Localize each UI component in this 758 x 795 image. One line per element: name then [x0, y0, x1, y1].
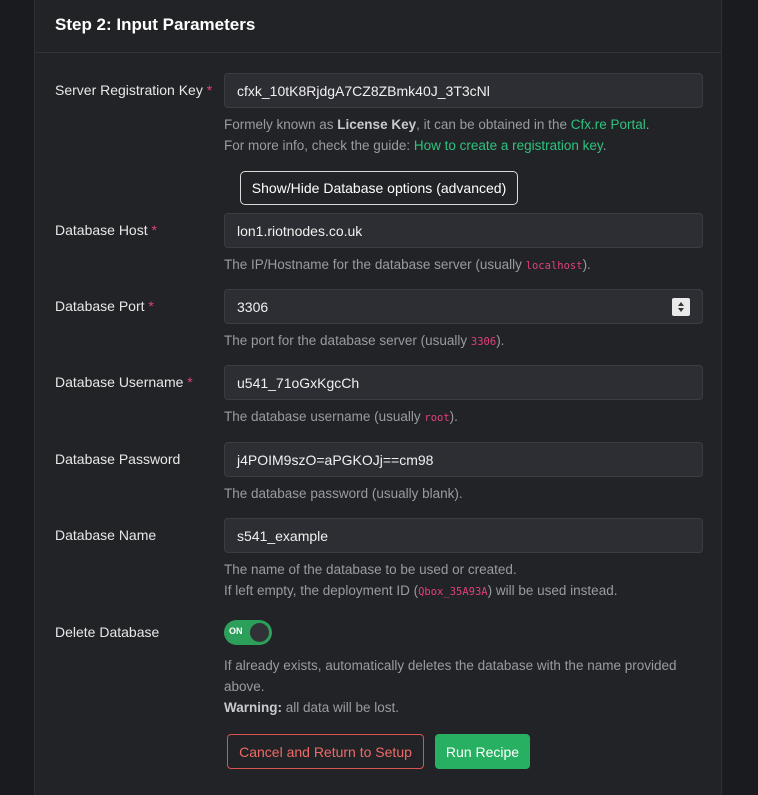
cancel-return-setup-button[interactable]: Cancel and Return to Setup	[227, 734, 424, 769]
db-host-help: The IP/Hostname for the database server (usually localhost).	[224, 257, 591, 272]
run-recipe-button[interactable]: Run Recipe	[435, 734, 530, 769]
cfx-portal-link[interactable]: Cfx.re Portal	[570, 117, 646, 132]
db-username-help: The database username (usually root).	[224, 409, 458, 424]
registration-key-input[interactable]: cfxk_10tK8RjdgA7CZ8ZBmk40J_3T3cNl	[224, 73, 703, 108]
number-stepper[interactable]	[672, 298, 690, 316]
input-parameters-card	[34, 0, 722, 795]
delete-db-label: Delete Database	[55, 624, 160, 640]
toggle-knob	[250, 623, 269, 642]
db-port-help: The port for the database server (usually 3306).	[224, 333, 505, 348]
db-password-input[interactable]: j4POIM9szO=aPGKOJj==cm98	[224, 442, 703, 477]
required-mark: *	[148, 298, 154, 314]
db-name-label: Database Name	[55, 527, 157, 543]
stepper-up-icon[interactable]	[678, 302, 684, 306]
registration-guide-link[interactable]: How to create a registration key	[413, 138, 603, 153]
page-title: Step 2: Input Parameters	[55, 15, 256, 34]
db-username-input[interactable]: u541_71oGxKgcCh	[224, 365, 703, 400]
db-name-help: The name of the database to be used or created. If left empty, the deployment ID (Qbox_35A93A) will be used instead.	[224, 562, 618, 598]
db-password-label: Database Password	[55, 451, 181, 467]
db-port-label: Database Port *	[55, 298, 154, 314]
required-mark: *	[151, 222, 157, 238]
required-mark: *	[187, 374, 193, 390]
db-name-input[interactable]: s541_example	[224, 518, 703, 553]
registration-key-help: Formely known as License Key, it can be obtained in the Cfx.re Portal. For more info, check the guide: How to create a registration key.	[224, 117, 650, 153]
db-password-help: The database password (usually blank).	[224, 486, 463, 501]
registration-key-label: Server Registration Key *	[55, 82, 213, 98]
db-host-input[interactable]: lon1.riotnodes.co.uk	[224, 213, 703, 248]
card-header	[35, 0, 721, 53]
db-username-label: Database Username *	[55, 374, 193, 390]
db-host-label: Database Host *	[55, 222, 157, 238]
delete-db-toggle[interactable]: ON	[224, 620, 272, 645]
toggle-database-options-button[interactable]: Show/Hide Database options (advanced)	[240, 171, 518, 205]
db-port-input[interactable]: 3306	[224, 289, 703, 324]
required-mark: *	[206, 82, 213, 98]
delete-db-help: If already exists, automatically deletes the database with the name provided above. Warning: all data will be lost.	[224, 658, 677, 715]
stepper-down-icon[interactable]	[678, 308, 684, 312]
